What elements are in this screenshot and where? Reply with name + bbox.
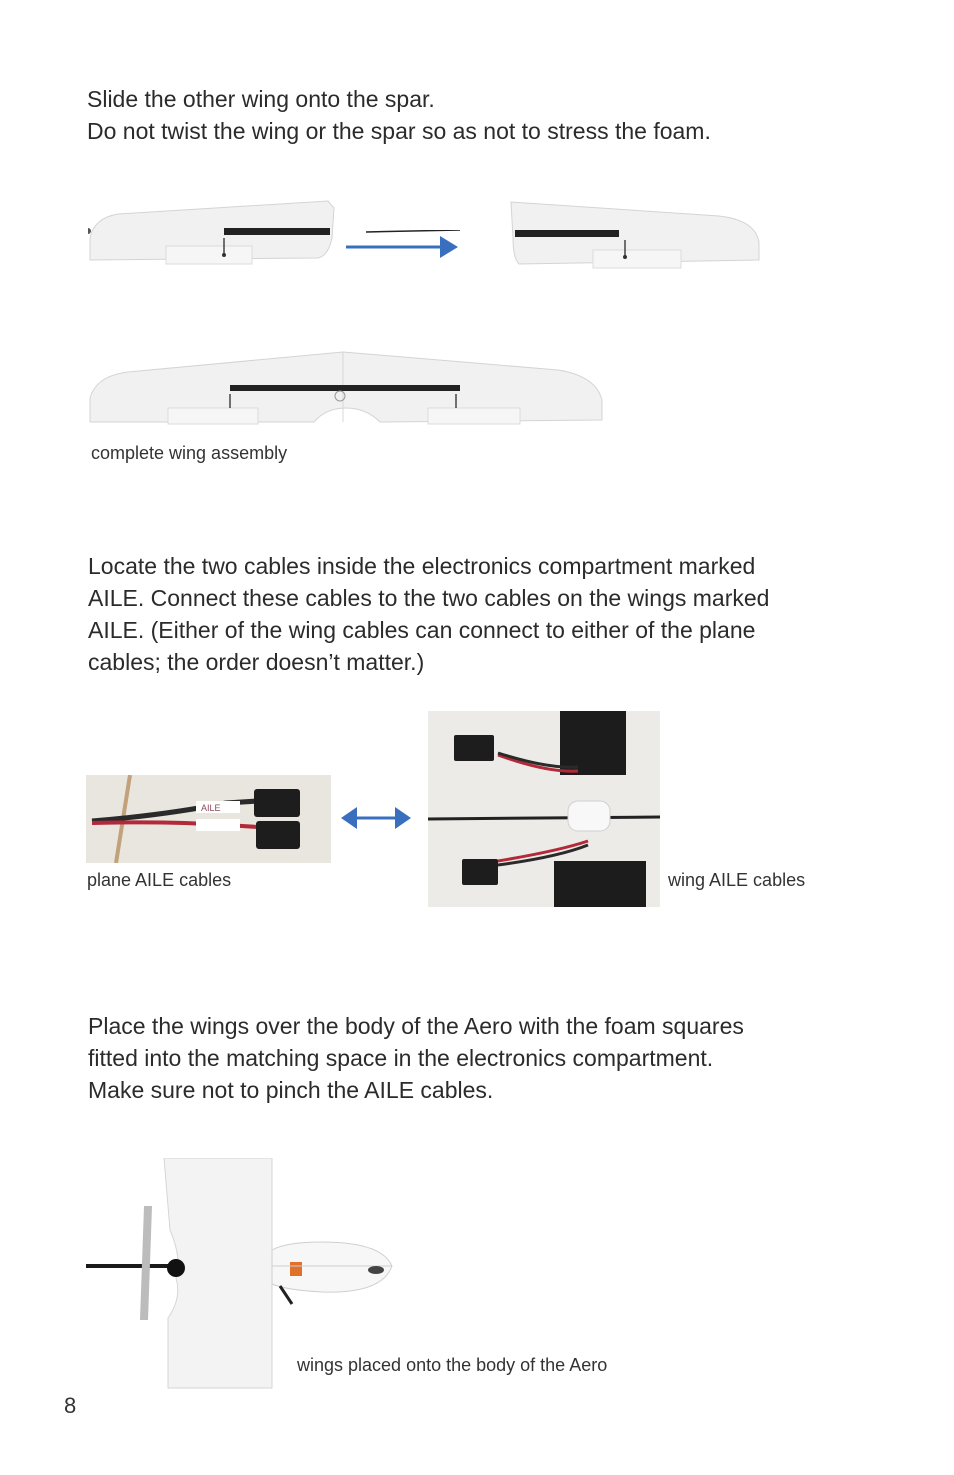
- text-line: fitted into the matching space in the electronics compartment.: [88, 1045, 714, 1071]
- right-wing-image: [509, 198, 765, 270]
- text-line: Do not twist the wing or the spar so as not to stress the foam.: [87, 118, 711, 144]
- page-number: 8: [64, 1393, 77, 1418]
- text-line: Make sure not to pinch the AILE cables.: [88, 1077, 494, 1103]
- text-line: Slide the other wing onto the spar.: [87, 86, 435, 112]
- slide-arrow-icon: [344, 230, 462, 264]
- cable-label: AILE: [201, 803, 221, 813]
- wing-aile-cables-image: [428, 711, 660, 907]
- text-line: Locate the two cables inside the electronics compartment marked: [88, 553, 756, 579]
- instruction-connect-cables: [88, 550, 769, 678]
- caption-wing-cables: wing AILE cables: [668, 870, 806, 890]
- caption-complete-wing: complete wing assembly: [91, 443, 288, 463]
- instruction-slide-wing: [87, 83, 711, 147]
- left-wing-image: [88, 198, 338, 270]
- connect-arrow-icon: [339, 803, 413, 833]
- text-line: AILE. Connect these cables to the two cables on the wings marked: [88, 585, 770, 611]
- text-line: cables; the order doesn’t matter.): [88, 649, 425, 675]
- text-line: AILE. (Either of the wing cables can connect to either of the plane: [88, 617, 756, 643]
- instruction-place-wings: [88, 1010, 744, 1106]
- caption-plane-cables: plane AILE cables: [87, 870, 232, 890]
- caption-wings-on-body: wings placed onto the body of the Aero: [297, 1355, 608, 1375]
- plane-aile-cables-image: [86, 775, 331, 863]
- complete-wing-image: [88, 350, 606, 428]
- text-line: Place the wings over the body of the Aero with the foam squares: [88, 1013, 744, 1039]
